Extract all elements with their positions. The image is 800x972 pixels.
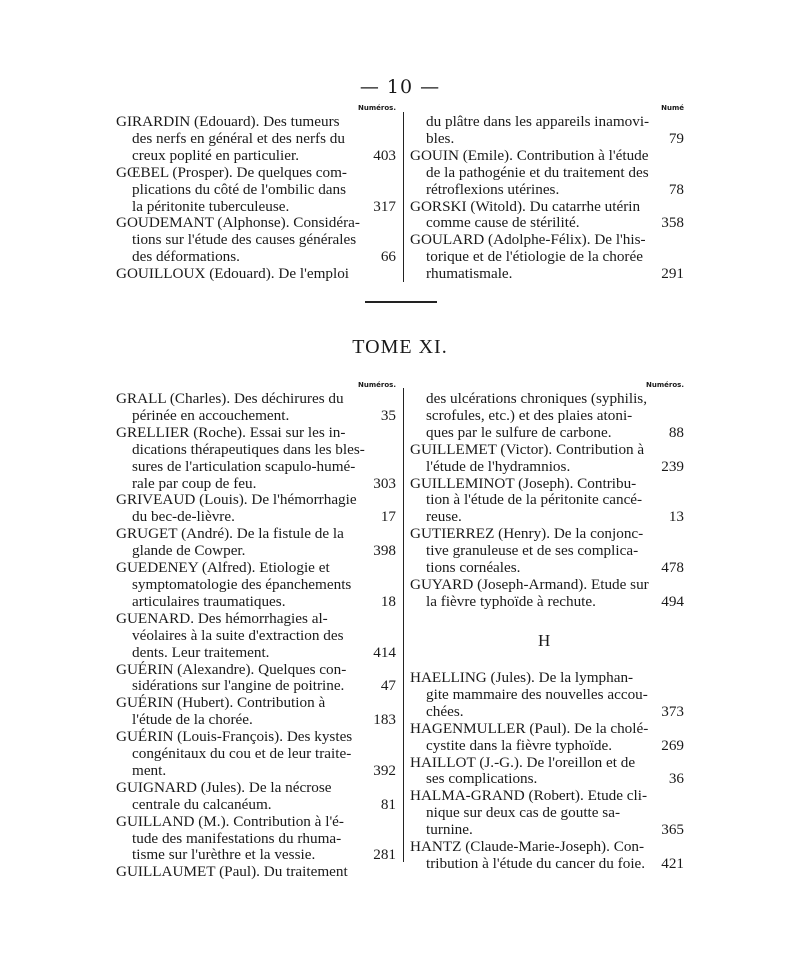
entry-line: sures de l'articulation scapulo-humé- <box>132 457 356 475</box>
entry-heading-line: GRIVEAUD (Louis). De l'hémorrhagie <box>116 491 357 509</box>
thesis-number: 13 <box>668 508 684 526</box>
entry-line: centrale du calcanéum. <box>132 795 272 813</box>
entry-line: creux poplité en particulier. <box>132 146 299 164</box>
entry-heading-line: GUILLAND (M.). Contribution à l'é- <box>116 812 344 830</box>
index-entry <box>410 755 686 789</box>
entry-line: rhumatismale. <box>426 265 513 283</box>
thesis-number: 398 <box>373 542 396 560</box>
thesis-number: 365 <box>661 821 684 839</box>
thesis-number: 317 <box>373 197 396 215</box>
thesis-number: 478 <box>661 559 684 577</box>
entry-line: rétroflexions utérines. <box>426 180 560 198</box>
index-entry <box>116 425 398 493</box>
index-entry <box>116 560 398 611</box>
entry-heading-line: GUIGNARD (Jules). De la nécrose <box>116 778 332 796</box>
entry-line: rale par coup de feu. <box>132 474 257 492</box>
thesis-number: 373 <box>661 702 684 720</box>
numeros-header: Numéros. <box>646 381 684 389</box>
index-entry <box>116 814 398 865</box>
entry-line: tude des manifestations du rhuma- <box>132 829 342 847</box>
entry-heading-line: HANTZ (Claude-Marie-Joseph). Con- <box>410 838 645 856</box>
index-entry <box>116 215 398 266</box>
entry-heading-line: GUÉRIN (Alexandre). Quelques con- <box>116 660 347 678</box>
index-entry <box>116 864 398 881</box>
top-left-column <box>116 104 398 283</box>
entry-line: tisme sur l'urèthre et la vessie. <box>132 846 316 864</box>
entry-heading-line: GUÉRIN (Hubert). Contribution à <box>116 694 326 712</box>
column-divider <box>403 112 404 282</box>
entry-line: tive granuleuse et de ses complica- <box>426 542 639 560</box>
entry-heading-line: GOUIN (Emile). Contribution à l'étude <box>410 146 649 164</box>
main-right-column <box>410 381 686 611</box>
index-entry <box>410 148 686 199</box>
thesis-number: 36 <box>668 770 684 788</box>
index-entry <box>116 526 398 560</box>
numeros-header: Numé <box>661 104 684 112</box>
entry-heading-line: HAILLOT (J.-G.). De l'oreillon et de <box>410 753 636 771</box>
entry-line: sidérations sur l'angine de poitrine. <box>132 677 345 695</box>
entry-line: scrofules, etc.) et des plaies atoni- <box>426 406 633 424</box>
entry-heading-line: du plâtre dans les appareils inamovi- <box>426 113 650 130</box>
entry-line: des déformations. <box>132 248 240 266</box>
section-divider <box>365 301 437 303</box>
thesis-number: 494 <box>661 592 684 610</box>
entry-line: congénitaux du cou et de leur traite- <box>132 745 352 763</box>
entry-heading-line: GUÉRIN (Louis-François). Des kystes <box>116 728 353 746</box>
numeros-header: Numéros. <box>358 381 396 389</box>
thesis-number: 17 <box>380 508 396 526</box>
thesis-number: 303 <box>373 474 396 492</box>
entry-line: tions sur l'étude des causes générales <box>132 231 357 249</box>
thesis-number: 183 <box>373 711 396 729</box>
entry-line: ment. <box>132 761 167 779</box>
index-entry <box>116 266 398 283</box>
entry-heading-line: GORSKI (Witold). Du catarrhe utérin <box>410 197 641 215</box>
index-entry <box>116 492 398 526</box>
thesis-number: 414 <box>373 643 396 661</box>
entry-line: la péritonite tuberculeuse. <box>132 197 290 215</box>
index-entry <box>116 729 398 780</box>
index-entry <box>116 391 398 425</box>
tome-title: TOME XI. <box>352 336 448 358</box>
index-entry <box>116 662 398 696</box>
thesis-number: 269 <box>661 736 684 754</box>
thesis-number: 81 <box>380 795 396 813</box>
index-entry <box>410 114 686 148</box>
entry-heading-line: GRELLIER (Roche). Essai sur les in- <box>116 423 346 441</box>
entry-heading-line: GUENARD. Des hémorrhagies al- <box>116 609 328 627</box>
entry-line: la fièvre typhoïde à rechute. <box>426 592 596 610</box>
index-entry <box>410 526 686 577</box>
entry-heading-line: GOUDEMANT (Alphonse). Considéra- <box>116 214 360 232</box>
index-entry <box>116 695 398 729</box>
index-entry <box>410 199 686 233</box>
page-number: — 10 — <box>359 76 441 98</box>
entry-line: cystite dans la fièvre typhoïde. <box>426 736 612 754</box>
entry-line: l'étude de l'hydramnios. <box>426 457 571 475</box>
entry-line: gite mammaire des nouvelles accou- <box>426 685 648 703</box>
entry-heading-line: GŒBEL (Prosper). De quelques com- <box>116 163 347 181</box>
entry-heading-line: GUILLEMINOT (Joseph). Contribu- <box>410 474 637 492</box>
entry-line: symptomatologie des épanchements <box>132 575 352 593</box>
entry-heading-line: HAELLING (Jules). De la lymphan- <box>410 669 634 686</box>
numeros-header: Numéros. <box>358 104 396 112</box>
entry-line: du bec-de-lièvre. <box>132 508 235 526</box>
index-entry <box>410 577 686 611</box>
thesis-number: 66 <box>380 248 396 266</box>
index-entry <box>116 114 398 165</box>
entry-line: chées. <box>426 702 464 720</box>
thesis-number: 421 <box>661 854 684 872</box>
entry-line: des nerfs en général et des nerfs du <box>132 129 345 147</box>
index-entry <box>410 839 686 873</box>
entry-line: l'étude de la chorée. <box>132 711 253 729</box>
index-entry <box>116 611 398 662</box>
entry-heading-line: GRALL (Charles). Des déchirures du <box>116 390 344 407</box>
entry-line: torique et de l'étiologie de la chorée <box>426 248 643 266</box>
entry-line: tions cornéales. <box>426 559 521 577</box>
entry-line: dications thérapeutiques dans les bles- <box>132 440 365 458</box>
entry-line: articulaires traumatiques. <box>132 592 286 610</box>
entry-line: nique sur deux cas de goutte sa- <box>426 804 621 822</box>
entry-heading-line: HALMA-GRAND (Robert). Etude cli- <box>410 787 648 805</box>
entry-line: véolaires à la suite d'extraction des <box>132 626 344 644</box>
entry-line: ses complications. <box>426 770 538 788</box>
thesis-number: 392 <box>373 761 396 779</box>
entry-line: comme cause de stérilité. <box>426 214 580 232</box>
thesis-number: 88 <box>668 423 684 441</box>
entry-heading-line: GOULARD (Adolphe-Félix). De l'his- <box>410 231 646 249</box>
entry-line: tion à l'étude de la péritonite cancé- <box>426 491 643 509</box>
entry-heading-line: GRUGET (André). De la fistule de la <box>116 525 344 543</box>
letter-heading: H <box>538 631 551 650</box>
entry-heading-line: GUILLAUMET (Paul). Du traitement <box>116 863 348 881</box>
entry-heading-line: GOUILLOUX (Edouard). De l'emploi <box>116 265 350 283</box>
entry-heading-line: GUTIERREZ (Henry). De la conjonc- <box>410 525 644 543</box>
entry-line: ques par le sulfure de carbone. <box>426 423 612 441</box>
thesis-number: 403 <box>373 146 396 164</box>
entry-heading-line: GIRARDIN (Edouard). Des tumeurs <box>116 113 340 130</box>
thesis-number: 79 <box>668 129 684 147</box>
thesis-number: 78 <box>668 180 684 198</box>
index-entry <box>116 780 398 814</box>
index-entry <box>410 391 686 442</box>
index-entry <box>410 442 686 476</box>
entry-line: glande de Cowper. <box>132 542 246 560</box>
index-entry <box>116 165 398 216</box>
entry-heading-line: GUILLEMET (Victor). Contribution à <box>410 440 645 458</box>
thesis-number: 35 <box>380 406 396 424</box>
top-right-column <box>410 104 686 283</box>
thesis-number: 47 <box>380 677 396 695</box>
index-entry <box>410 670 686 721</box>
index-entry <box>410 788 686 839</box>
thesis-number: 291 <box>661 265 684 283</box>
entry-line: bles. <box>426 129 455 147</box>
entry-heading-line: des ulcérations chroniques (syphilis, <box>426 390 648 407</box>
thesis-number: 239 <box>661 457 684 475</box>
thesis-number: 281 <box>373 846 396 864</box>
entry-line: turnine. <box>426 821 473 839</box>
entry-line: reuse. <box>426 508 462 526</box>
entry-heading-line: GUYARD (Joseph-Armand). Etude sur <box>410 575 649 593</box>
entry-line: plications du côté de l'ombilic dans <box>132 180 347 198</box>
entry-line: périnée en accouchement. <box>132 406 290 424</box>
entry-line: de la pathogénie et du traitement des <box>426 163 649 181</box>
entry-line: tribution à l'étude du cancer du foie. <box>426 854 646 872</box>
entry-heading-line: HAGENMULLER (Paul). De la cholé- <box>410 719 649 737</box>
column-divider <box>403 388 404 862</box>
h-section-column <box>410 670 686 873</box>
thesis-number: 358 <box>661 214 684 232</box>
index-entry <box>410 232 686 283</box>
index-entry <box>410 476 686 527</box>
main-left-column <box>116 381 398 881</box>
entry-heading-line: GUEDENEY (Alfred). Etiologie et <box>116 559 330 577</box>
thesis-number: 18 <box>380 592 396 610</box>
entry-line: dents. Leur traitement. <box>132 643 270 661</box>
index-entry <box>410 721 686 755</box>
